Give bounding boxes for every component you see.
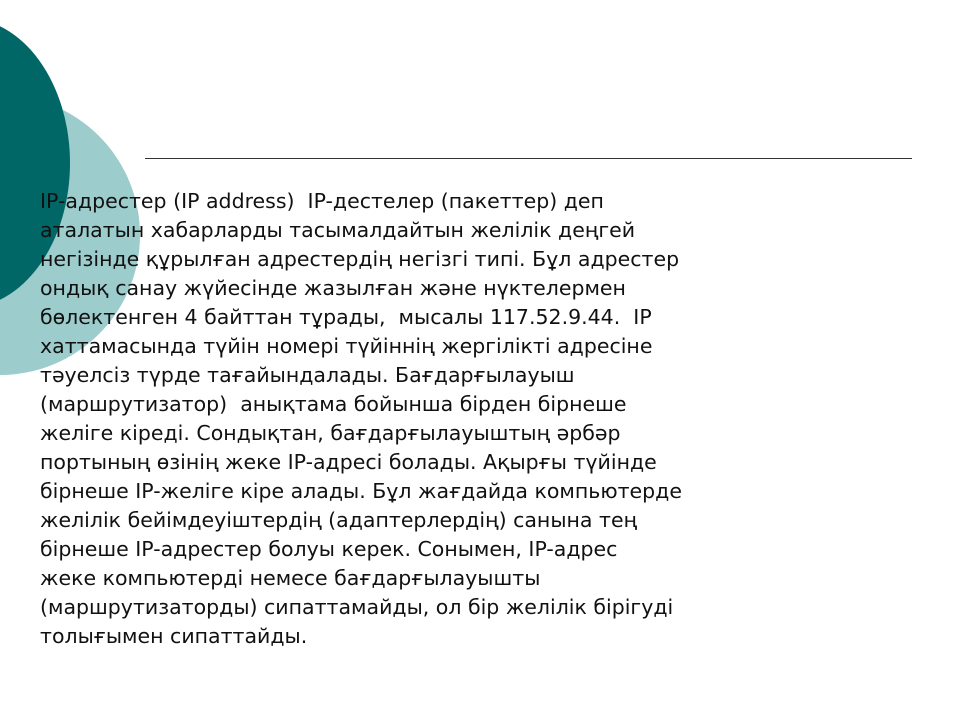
body-line: ондық санау жүйесінде жазылған және нүктелермен: [40, 276, 626, 300]
body-line: бірнеше IP-желіге кіре алады. Бұл жағдайда компьютерде: [40, 479, 682, 503]
body-line: тәуелсіз түрде тағайындалады. Бағдарғылауыш: [40, 363, 575, 387]
body-line: (маршрутизатор) анықтама бойынша бірден бірнеше: [40, 392, 627, 416]
body-line: желіге кіреді. Сондықтан, бағдарғылауыштың әрбәр: [40, 421, 621, 445]
body-line: (маршрутизаторды) сипаттамайды, ол бір желілік бірігуді: [40, 595, 674, 619]
body-line: аталатын хабарларды тасымалдайтын желілік деңгей: [40, 218, 636, 242]
body-line: толығымен сипаттайды.: [40, 624, 308, 648]
body-line: бөлектенген 4 байттан тұрады, мысалы 117.52.9.44. IP: [40, 305, 652, 329]
body-line: жеке компьютерді немесе бағдарғылауышты: [40, 566, 541, 590]
body-line: портының өзінің жеке IP-адресі болады. Ақырғы түйінде: [40, 450, 657, 474]
slide-body-text: [40, 187, 800, 651]
body-line: хаттамасында түйін номері түйіннің жергілікті адресіне: [40, 334, 653, 358]
body-line: бірнеше IP-адрестер болуы керек. Сонымен, IP-адрес: [40, 537, 618, 561]
body-line: желілік бейімдеуіштердің (адаптерлердің) санына тең: [40, 508, 638, 532]
body-line: IP-адрестер (IP address) IP-дестелер (пакеттер) деп: [40, 189, 604, 213]
title-underline: [145, 158, 912, 159]
body-line: негізінде құрылған адрестердің негізгі типі. Бұл адрестер: [40, 247, 680, 271]
